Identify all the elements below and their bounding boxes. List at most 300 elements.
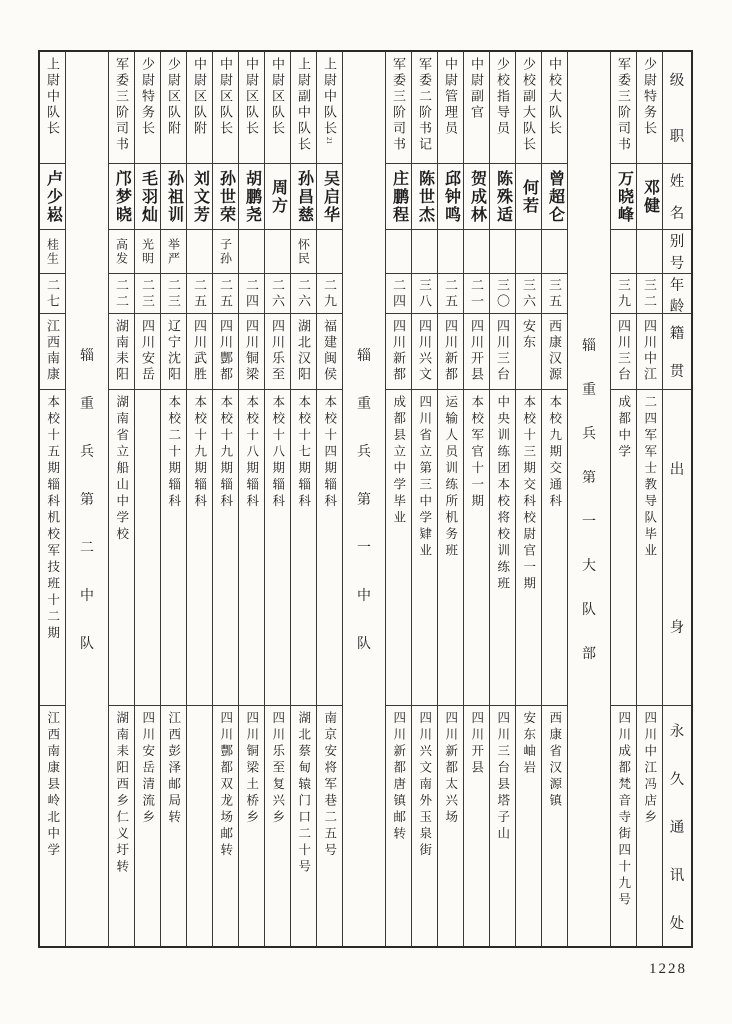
person-column	[611, 52, 637, 946]
person-column	[386, 52, 412, 946]
person-column	[109, 52, 135, 946]
cell-alias	[239, 230, 264, 274]
cell-native	[265, 314, 290, 390]
person-column	[317, 52, 343, 946]
cell-name-text: 邓健	[641, 178, 659, 215]
cell-address-text: 四川兴文南外玉泉街	[417, 711, 432, 860]
cell-native	[412, 314, 437, 390]
cell-address-text: 四川开县	[469, 711, 484, 777]
cell-address-text: 江西南康县岭北中学	[45, 711, 60, 860]
cell-age-text: 二五	[192, 277, 207, 310]
cell-rank-text: 中尉副官	[469, 57, 484, 121]
cell-age-text: 二二	[114, 277, 129, 310]
cell-age	[412, 274, 437, 314]
cell-rank	[40, 52, 65, 164]
section-char: 重	[357, 397, 371, 412]
cell-native-text: 福建闽侯	[322, 319, 337, 383]
cell-background-text: 成都县立中学毕业	[391, 395, 406, 527]
cell-native-text: 四川乐至	[270, 319, 285, 383]
cell-alias-text: 子孙	[218, 237, 233, 266]
cell-rank-text: 中尉区队附	[192, 57, 207, 137]
section-char: 第	[582, 471, 596, 486]
cell-background	[516, 390, 541, 706]
cell-name-text: 陈殊适	[494, 169, 512, 224]
cell-age-text: 三八	[417, 277, 432, 310]
header-char: 号	[669, 255, 685, 272]
cell-rank	[490, 52, 515, 164]
cell-rank	[239, 52, 264, 164]
cell-age	[291, 274, 316, 314]
cell-address	[490, 706, 515, 946]
cell-address-text: 四川成都梵音寺街四十九号	[616, 711, 631, 909]
section-char: 辎	[357, 349, 371, 364]
cell-background	[317, 390, 342, 706]
cell-background-text: 运输人员训练所机务班	[443, 395, 458, 560]
cell-name	[213, 164, 238, 230]
cell-rank	[265, 52, 290, 164]
cell-address-text: 江西彭泽邮局转	[166, 711, 181, 827]
cell-rank	[135, 52, 160, 164]
cell-rank-text: 军委三阶司书	[114, 57, 129, 153]
cell-address	[135, 706, 160, 946]
person-column	[516, 52, 542, 946]
cell-age	[490, 274, 515, 314]
cell-alias	[40, 230, 65, 274]
cell-address	[213, 706, 238, 946]
cell-age-text: 二四	[391, 277, 406, 310]
cell-rank-text: 少校副大队长	[521, 57, 536, 153]
section-char: 二	[80, 541, 94, 556]
cell-address	[109, 706, 134, 946]
cell-address-text: 四川酆都双龙场邮转	[218, 711, 233, 860]
cell-name-text: 胡鹏尧	[243, 169, 261, 224]
cell-native	[187, 314, 212, 390]
cell-background	[637, 390, 662, 706]
cell-name-text: 邝梦晓	[113, 169, 131, 224]
cell-age-text: 二九	[322, 277, 337, 310]
person-column	[40, 52, 66, 946]
cell-rank-text: 上尉副中队长	[296, 57, 311, 153]
section-char: 重	[582, 383, 596, 398]
section-char: 辎	[80, 349, 94, 364]
cell-rank-text: 中尉区队长	[244, 57, 259, 137]
cell-rank	[187, 52, 212, 164]
header-char: 龄	[669, 299, 685, 314]
cell-background-text: 本校十七期辎科	[296, 395, 311, 511]
cell-age	[135, 274, 160, 314]
section-label	[357, 345, 371, 653]
cell-rank	[317, 52, 342, 164]
header-cell-background	[663, 390, 691, 706]
cell-alias	[542, 230, 567, 274]
section-column	[343, 52, 386, 946]
cell-alias	[317, 230, 342, 274]
cell-alias	[637, 230, 662, 274]
cell-age-text: 二四	[244, 277, 259, 310]
cell-background-text: 本校十九期辎科	[192, 395, 207, 511]
person-column	[637, 52, 663, 946]
header-char: 久	[669, 771, 685, 788]
cell-age-text: 三九	[616, 277, 631, 310]
header-char: 年	[669, 278, 685, 294]
cell-rank-text: 军委二阶书记	[417, 57, 432, 153]
header-char: 讯	[669, 867, 685, 884]
cell-native	[386, 314, 411, 390]
header-column	[663, 52, 691, 946]
cell-age-text: 二六	[270, 277, 285, 310]
cell-address	[187, 706, 212, 946]
section-char: 一	[582, 515, 596, 530]
cell-age-text: 三五	[547, 277, 562, 310]
cell-name	[239, 164, 264, 230]
cell-native-text: 西康汉源	[547, 319, 562, 383]
cell-background-text: 本校十九期辎科	[218, 395, 233, 511]
cell-name-text: 周方	[269, 178, 287, 215]
section-char: 重	[80, 397, 94, 412]
cell-alias	[161, 230, 186, 274]
cell-alias-text: 桂生	[45, 237, 60, 266]
cell-age	[464, 274, 489, 314]
cell-alias	[611, 230, 636, 274]
cell-rank-text: 中尉区队长	[218, 57, 233, 137]
cell-native	[542, 314, 567, 390]
cell-age	[187, 274, 212, 314]
cell-rank-text: 军委三阶司书	[391, 57, 406, 153]
cell-address-text: 南京安将军巷二五号	[322, 711, 337, 860]
cell-background-text: 本校军官十一期	[469, 395, 484, 511]
cell-name-text: 邱钟鸣	[442, 169, 460, 224]
cell-age-text: 二三	[166, 277, 181, 310]
cell-alias-text: 光明	[140, 237, 155, 266]
cell-rank	[637, 52, 662, 164]
cell-age	[386, 274, 411, 314]
person-column	[265, 52, 291, 946]
cell-native-text: 湖南耒阳	[114, 319, 129, 383]
cell-native	[516, 314, 541, 390]
cell-address-text: 四川新都唐镇邮转	[391, 711, 406, 843]
section-char: 一	[357, 541, 371, 556]
cell-native	[40, 314, 65, 390]
cell-address	[265, 706, 290, 946]
cell-native	[239, 314, 264, 390]
cell-rank	[291, 52, 316, 164]
cell-age-text: 三六	[521, 277, 536, 310]
cell-name	[317, 164, 342, 230]
person-column	[464, 52, 490, 946]
cell-native	[213, 314, 238, 390]
cell-alias	[265, 230, 290, 274]
cell-address	[291, 706, 316, 946]
cell-name	[637, 164, 662, 230]
cell-alias	[291, 230, 316, 274]
section-char: 队	[357, 637, 371, 652]
cell-name-text: 孙昌慈	[295, 169, 313, 224]
cell-age-text: 三〇	[495, 277, 510, 310]
section-char: 中	[357, 589, 371, 604]
cell-native-text: 四川开县	[469, 319, 484, 383]
cell-address	[516, 706, 541, 946]
cell-rank	[386, 52, 411, 164]
cell-native	[317, 314, 342, 390]
cell-age	[213, 274, 238, 314]
cell-background-text: 四川省立第三中学肄业	[417, 395, 432, 560]
cell-name	[386, 164, 411, 230]
cell-name-text: 孙祖训	[165, 169, 183, 224]
cell-age	[611, 274, 636, 314]
cell-native-text: 四川三台	[495, 319, 510, 383]
cell-background-text: 本校十八期辎科	[244, 395, 259, 511]
cell-native-text: 四川中江	[642, 319, 657, 383]
cell-age	[40, 274, 65, 314]
cell-address-text: 湖南耒阳西乡仁义圩转	[114, 711, 129, 876]
cell-name	[438, 164, 463, 230]
header-char: 身	[669, 619, 685, 636]
header-char: 贯	[669, 363, 685, 380]
cell-background	[464, 390, 489, 706]
cell-native-text: 四川新都	[391, 319, 406, 383]
cell-native	[464, 314, 489, 390]
cell-background-text: 本校十五期辎科机校军技班十二期	[45, 395, 60, 643]
cell-native-text: 四川酆都	[218, 319, 233, 383]
cell-native	[109, 314, 134, 390]
cell-background	[412, 390, 437, 706]
cell-rank-text: 上尉中队长	[45, 57, 60, 137]
cell-address	[40, 706, 65, 946]
cell-background	[161, 390, 186, 706]
section-column	[568, 52, 611, 946]
cell-background	[213, 390, 238, 706]
cell-address	[611, 706, 636, 946]
cell-age	[161, 274, 186, 314]
cell-name	[161, 164, 186, 230]
cell-name	[109, 164, 134, 230]
cell-rank-text: 上尉中队长21	[322, 57, 337, 144]
cell-rank	[542, 52, 567, 164]
cell-rank-text: 中尉区队长	[270, 57, 285, 137]
cell-age-text: 二五	[218, 277, 233, 310]
cell-rank-text: 军委三阶司书	[616, 57, 631, 153]
cell-native	[135, 314, 160, 390]
person-column	[291, 52, 317, 946]
cell-native	[291, 314, 316, 390]
cell-background	[109, 390, 134, 706]
cell-rank	[438, 52, 463, 164]
person-column	[490, 52, 516, 946]
header-char: 永	[669, 723, 685, 740]
cell-rank	[464, 52, 489, 164]
header-cell-address	[663, 706, 691, 946]
cell-address	[161, 706, 186, 946]
cell-name-text: 孙世荣	[217, 169, 235, 224]
cell-address	[317, 706, 342, 946]
header-char: 通	[669, 819, 685, 836]
cell-native-text: 四川安岳	[140, 319, 155, 383]
section-char: 第	[357, 493, 371, 508]
cell-age-text: 二一	[469, 277, 484, 310]
cell-name	[135, 164, 160, 230]
cell-age-text: 三二	[642, 277, 657, 310]
cell-name	[291, 164, 316, 230]
cell-alias	[213, 230, 238, 274]
cell-background	[490, 390, 515, 706]
cell-background	[135, 390, 160, 706]
cell-address-text: 四川乐至复兴乡	[270, 711, 285, 827]
cell-age	[637, 274, 662, 314]
cell-address	[637, 706, 662, 946]
cell-name-text: 贺成林	[468, 169, 486, 224]
cell-name	[187, 164, 212, 230]
cell-address	[412, 706, 437, 946]
cell-address	[542, 706, 567, 946]
cell-native	[490, 314, 515, 390]
cell-rank-text: 少尉特务长	[140, 57, 155, 137]
cell-alias-text: 举严	[166, 237, 181, 266]
cell-name-text: 毛羽灿	[139, 169, 157, 224]
cell-address-text: 四川新都太兴场	[443, 711, 458, 827]
section-char: 兵	[357, 445, 371, 460]
cell-name-text: 陈世杰	[416, 169, 434, 224]
cell-age-text: 二三	[140, 277, 155, 310]
cell-address-text: 湖北蔡甸辕门口二十号	[296, 711, 311, 876]
section-char: 中	[80, 589, 94, 604]
cell-alias	[135, 230, 160, 274]
cell-name-text: 万晓峰	[615, 169, 633, 224]
cell-background-text: 本校十八期辎科	[270, 395, 285, 511]
cell-rank	[516, 52, 541, 164]
cell-rank-text: 少尉特务长	[642, 57, 657, 137]
cell-age	[438, 274, 463, 314]
cell-rank-text: 少校指导员	[495, 57, 510, 137]
cell-name-text: 何若	[520, 178, 538, 215]
cell-rank-text: 中尉管理员	[443, 57, 458, 137]
header-cell-age	[663, 274, 691, 314]
section-char: 部	[582, 647, 596, 662]
cell-rank	[161, 52, 186, 164]
cell-native-text: 江西南康	[45, 319, 60, 383]
section-char: 队	[582, 603, 596, 618]
cell-alias-text: 高发	[114, 237, 129, 266]
cell-rank-text: 少尉区队附	[166, 57, 181, 137]
cell-age	[317, 274, 342, 314]
cell-native-text: 安东	[521, 319, 536, 351]
cell-background-text: 二四军军士教导队毕业	[642, 395, 657, 560]
header-char: 出	[669, 462, 685, 479]
cell-rank	[412, 52, 437, 164]
header-char: 别	[669, 234, 685, 251]
person-column	[438, 52, 464, 946]
cell-native-text: 四川新都	[443, 319, 458, 383]
cell-background-text: 湖南省立船山中学校	[114, 395, 129, 544]
cell-name-text: 卢少崧	[44, 169, 62, 224]
cell-address	[438, 706, 463, 946]
section-char: 第	[80, 493, 94, 508]
cell-native	[161, 314, 186, 390]
person-column	[135, 52, 161, 946]
cell-background	[40, 390, 65, 706]
cell-background	[438, 390, 463, 706]
cell-background-text: 中央训练团本校将校训练班	[495, 395, 510, 593]
cell-native	[438, 314, 463, 390]
cell-name	[490, 164, 515, 230]
cell-name	[542, 164, 567, 230]
cell-alias	[464, 230, 489, 274]
cell-name-text: 刘文芳	[191, 169, 209, 224]
page-number: 1228	[649, 961, 687, 977]
section-column	[66, 52, 109, 946]
cell-name	[265, 164, 290, 230]
section-label	[80, 345, 94, 653]
cell-background-text: 本校二十期辎科	[166, 395, 181, 511]
cell-rank	[213, 52, 238, 164]
cell-alias	[109, 230, 134, 274]
cell-name	[464, 164, 489, 230]
cell-address-text: 四川三台县塔子山	[495, 711, 510, 843]
cell-background-text: 成都中学	[616, 395, 631, 461]
cell-address	[386, 706, 411, 946]
cell-native	[611, 314, 636, 390]
roster-table	[38, 50, 693, 948]
section-label	[582, 335, 596, 663]
cell-background	[239, 390, 264, 706]
cell-alias	[438, 230, 463, 274]
cell-address-text: 安东岫岩	[521, 711, 536, 777]
header-cell-rank	[663, 52, 691, 164]
cell-age-text: 二六	[296, 277, 311, 310]
cell-age	[109, 274, 134, 314]
cell-rank	[611, 52, 636, 164]
cell-name	[611, 164, 636, 230]
cell-age	[239, 274, 264, 314]
section-char: 大	[582, 559, 596, 574]
header-cell-alias	[663, 230, 691, 274]
cell-name	[516, 164, 541, 230]
cell-native-text: 四川武胜	[192, 319, 207, 383]
header-char: 姓	[669, 173, 685, 190]
cell-native-text: 四川铜梁	[244, 319, 259, 383]
cell-rank-text: 中校大队长	[547, 57, 562, 137]
cell-name	[40, 164, 65, 230]
cell-native-text: 四川兴文	[417, 319, 432, 383]
cell-age	[542, 274, 567, 314]
cell-age	[516, 274, 541, 314]
cell-alias	[412, 230, 437, 274]
person-column	[161, 52, 187, 946]
cell-rank	[109, 52, 134, 164]
person-column	[239, 52, 265, 946]
cell-address-text: 四川铜梁土桥乡	[244, 711, 259, 827]
cell-native-text: 四川三台	[616, 319, 631, 383]
cell-name-text: 庄鹏程	[390, 169, 408, 224]
cell-background-text: 本校十三期交科校尉官一期	[521, 395, 536, 593]
cell-address	[239, 706, 264, 946]
cell-alias	[516, 230, 541, 274]
cell-native	[637, 314, 662, 390]
header-char: 籍	[669, 326, 685, 343]
section-char: 队	[80, 637, 94, 652]
section-char: 兵	[582, 427, 596, 442]
person-column	[213, 52, 239, 946]
header-char: 处	[669, 915, 685, 932]
cell-background	[611, 390, 636, 706]
cell-background	[291, 390, 316, 706]
cell-address-text: 西康省汉源镇	[547, 711, 562, 810]
cell-name	[412, 164, 437, 230]
cell-alias	[187, 230, 212, 274]
cell-alias-text: 怀民	[296, 237, 311, 266]
section-char: 辎	[582, 339, 596, 354]
cell-background	[187, 390, 212, 706]
person-column	[187, 52, 213, 946]
